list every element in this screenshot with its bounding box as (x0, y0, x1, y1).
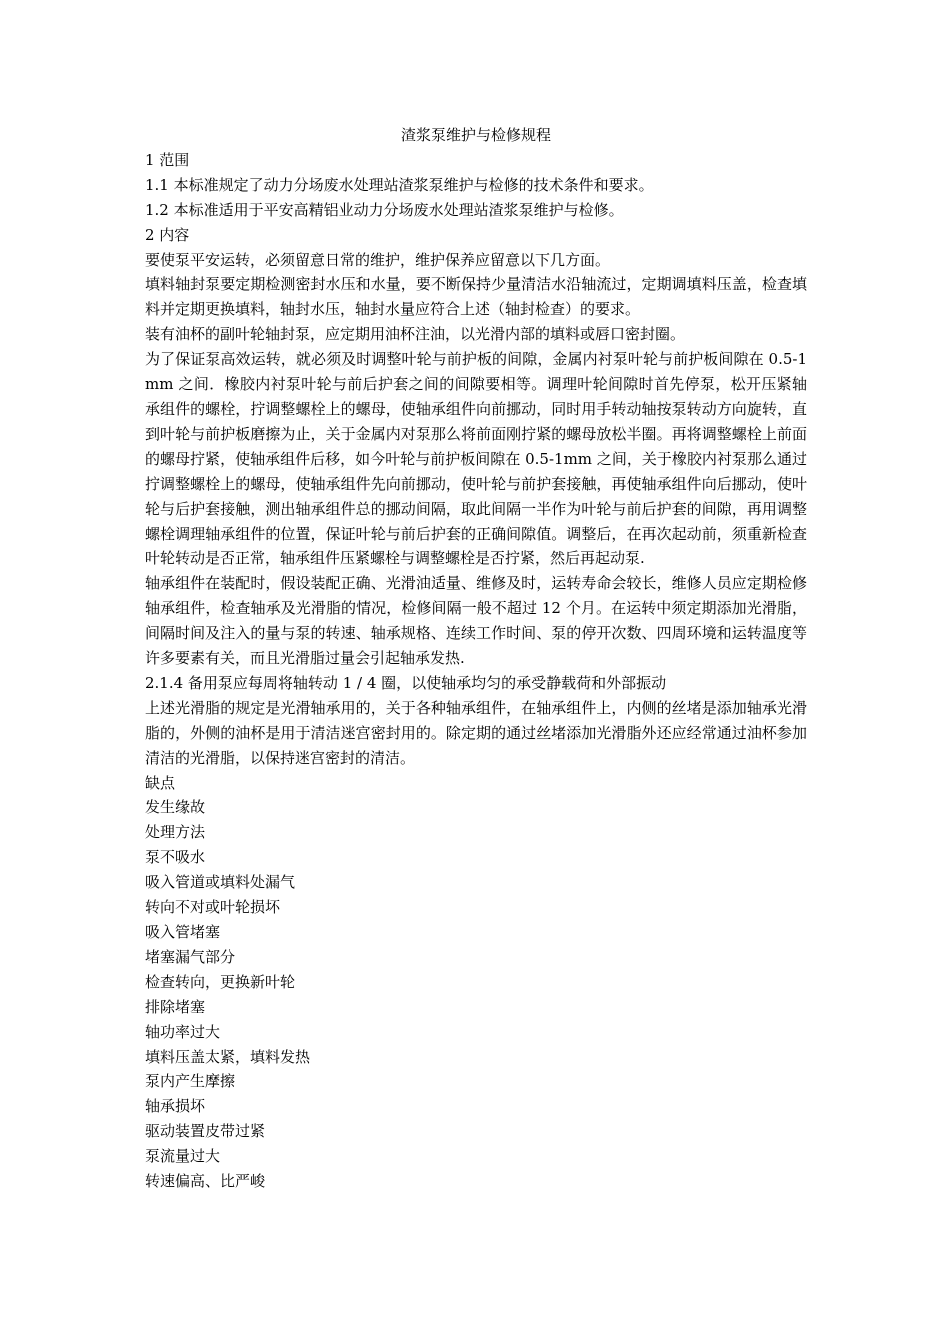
paragraph-oil-cup: 装有油杯的副叶轮轴封泵，应定期用油杯注油，以光滑内部的填料或唇口密封圈。 (145, 325, 686, 344)
section-1-heading: 1 范围 (145, 150, 190, 169)
document-title: 渣浆泵维护与检修规程 (400, 126, 551, 144)
list-line: 泵不吸水 (145, 848, 206, 867)
clause-1-1: 1.1 本标准规定了动力分场废水处理站渣浆泵维护与检修的技术条件和要求。 (145, 175, 654, 194)
list-line: 缺点 (145, 773, 176, 792)
list-line: 轴功率过大 (145, 1022, 221, 1041)
list-line: 转速偏高、比严峻 (145, 1172, 266, 1191)
list-line: 发生缘故 (145, 798, 206, 817)
paragraph-impeller-gap: 为了保证泵高效运转，就必须及时调整叶轮与前护板的间隙，金属内衬泵叶轮与前护板间隙在 0.5-1mm 之间．橡胶内衬泵叶轮与前后护套之间的间隙要相等。调理叶轮间隙时首先停泵，松开压紧轴承组件的螺栓，拧调整螺栓上的螺母，使轴承组件向前挪动，同时用手转动轴按泵转动方向旋转，直到叶轮与前护板磨擦为止，关于金属内对泵那么将前面刚拧紧的螺母放松半圈。再将调整螺栓上前面的螺母拧紧，使轴承组件后移，如今叶轮与前护板间隙在 0.5-1mm 之间，关于橡胶内衬泵那么通过拧调整螺栓上的螺母，使轴承组件先向前挪动，使叶轮与前护套接触，再使轴承组件向后挪动，使叶轮与后护套接触，测出轴承组件总的挪动间隔，取此间隔一半作为叶轮与前后护套的间隙，再用调整螺栓调理轴承组件的位置，保证叶轮与前后护套的正确间隙值。调整后，在再次起动前，须重新检查叶轮转动是否正常，轴承组件压紧螺栓与调整螺栓是否拧紧，然后再起动泵. (145, 350, 807, 568)
list-line: 转向不对或叶轮损坏 (145, 898, 281, 917)
paragraph-packing-seal: 填料轴封泵要定期检测密封水压和水量，要不断保持少量清洁水沿轴流过，定期调填料压盖，检查填料并定期更换填料，轴封水压，轴封水量应符合上述（轴封检查）的要求。 (145, 275, 807, 319)
paragraph-intro: 要使泵平安运转，必须留意日常的维护，维护保养应留意以下几方面。 (145, 250, 611, 269)
paragraph-grease: 上述光滑脂的规定是光滑轴承用的，关于各种轴承组件，在轴承组件上，内侧的丝堵是添加轴承光滑脂的，外侧的油杯是用于清洁迷宫密封用的。除定期的通过丝堵添加光滑脂外还应经常通过油杯参加清洁的光滑脂，以保持迷宫密封的清洁。 (145, 698, 807, 767)
paragraph-bearing: 轴承组件在装配时，假设装配正确、光滑油适量、维修及时，运转寿命会较长，维修人员应定期检修轴承组件，检查轴承及光滑脂的情况，检修间隔一般不超过 12 个月。在运转中须定期添加光滑脂，间隔时间及注入的量与泵的转速、轴承规格、连续工作时间、泵的停开次数、四周环境和运转温度等许多要素有关，而且光滑脂过量会引起轴承发热. (145, 574, 807, 668)
list-line: 泵流量过大 (145, 1147, 221, 1166)
list-line: 驱动装置皮带过紧 (145, 1122, 266, 1141)
list-line: 填料压盖太紧，填料发热 (145, 1047, 311, 1066)
list-line: 堵塞漏气部分 (145, 947, 236, 966)
document-page (145, 123, 807, 1194)
clause-1-2: 1.2 本标准适用于平安高精铝业动力分场废水处理站渣浆泵维护与检修。 (145, 200, 624, 219)
clause-2-1-4: 2.1.4 备用泵应每周将轴转动 1 / 4 圈，以使轴承均匀的承受静载荷和外部振动 (145, 673, 667, 692)
list-line: 排除堵塞 (145, 997, 206, 1016)
section-2-heading: 2 内容 (145, 225, 190, 244)
list-line: 泵内产生摩擦 (145, 1072, 236, 1091)
list-line: 处理方法 (145, 823, 206, 842)
list-line: 吸入管堵塞 (145, 923, 221, 941)
list-line: 检查转向，更换新叶轮 (145, 972, 296, 991)
list-line: 吸入管道或填料处漏气 (145, 873, 296, 892)
list-line: 轴承损坏 (145, 1097, 206, 1116)
